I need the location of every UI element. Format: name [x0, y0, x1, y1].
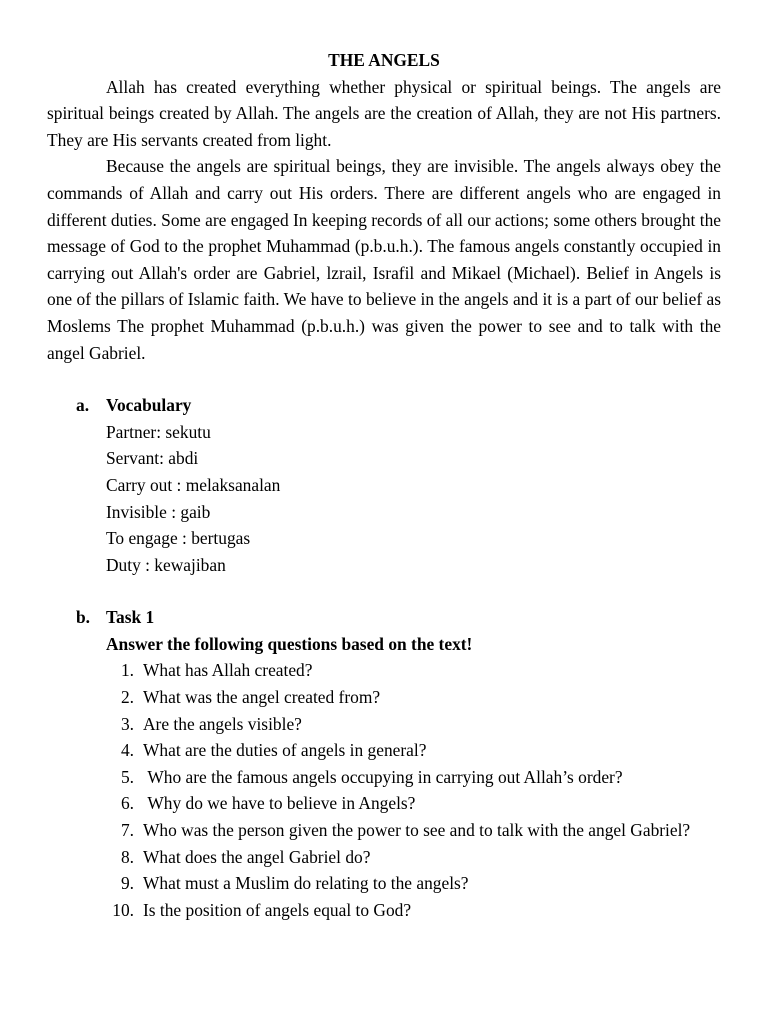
vocabulary-heading: Vocabulary [106, 395, 192, 416]
question-number: 9. [120, 873, 134, 894]
vocabulary-marker: a. [76, 395, 90, 416]
question-item [106, 844, 721, 871]
paragraph-2: Because the angels are spiritual beings, they are invisible. The angels always obey the commands of Allah and carry out His orders. There are different angels who are engaged in different duties. Some are engaged In keeping records of all our actions; some others brought the message of God to the prophet Muhammad (p.b.u.h.). The famous angels constantly occupied in carrying out Allah's order are Gabriel, lzrail, Israfil and Mikael (Michael). Belief in Angels is one of the pillars of Islamic faith. We have to believe in the angels and it is a part of our belief as Moslems The prophet Muhammad (p.b.u.h.) was given the power to see and to talk with the angel Gabriel. [47, 156, 721, 363]
vocabulary-item: Partner: sekutu [106, 421, 211, 442]
document-page [47, 47, 721, 923]
question-text: What are the duties of angels in general? [143, 740, 427, 761]
question-item [106, 764, 721, 791]
task-marker: b. [76, 607, 91, 628]
question-text: Why do we have to believe in Angels? [143, 793, 416, 814]
question-item [106, 817, 721, 844]
question-number: 3. [120, 713, 134, 734]
vocabulary-item: To engage : bertugas [106, 528, 251, 549]
question-text: Who are the famous angels occupying in carrying out Allah’s order? [143, 766, 623, 787]
question-item [106, 870, 721, 897]
question-text: Is the position of angels equal to God? [143, 899, 412, 920]
question-item [106, 790, 721, 817]
question-number: 1. [120, 660, 134, 681]
vocabulary-item: Invisible : gaib [106, 501, 211, 522]
question-text: What must a Muslim do relating to the angels? [143, 873, 469, 894]
question-item [106, 897, 721, 924]
paragraph-1: Allah has created everything whether physical or spiritual beings. The angels are spiritual beings created by Allah. The angels are the creation of Allah, they are not His partners. They are His servants created from light. [47, 76, 721, 150]
question-text: What does the angel Gabriel do? [143, 846, 371, 867]
question-number: 7. [120, 820, 134, 841]
task-instruction: Answer the following questions based on the text! [106, 633, 473, 654]
question-number: 6. [120, 793, 134, 814]
page-title: THE ANGELS [328, 50, 440, 70]
question-number: 8. [120, 846, 134, 867]
question-text: Are the angels visible? [143, 713, 302, 734]
question-number: 4. [120, 740, 134, 761]
vocabulary-section [47, 392, 721, 578]
vocabulary-item: Servant: abdi [106, 448, 199, 469]
question-item [106, 684, 721, 711]
task-section [47, 604, 721, 923]
question-number: 10. [112, 899, 134, 920]
question-number: 2. [120, 687, 134, 708]
question-item [106, 657, 721, 684]
vocabulary-item: Duty : kewajiban [106, 554, 226, 575]
question-text: Who was the person given the power to see and to talk with the angel Gabriel? [143, 820, 691, 841]
question-text: What was the angel created from? [143, 687, 381, 708]
task-heading: Task 1 [106, 607, 155, 628]
vocabulary-item: Carry out : melaksanalan [106, 474, 281, 495]
question-item [106, 711, 721, 738]
question-item [106, 737, 721, 764]
question-number: 5. [120, 766, 134, 787]
question-list [106, 657, 721, 923]
question-text: What has Allah created? [143, 660, 313, 681]
